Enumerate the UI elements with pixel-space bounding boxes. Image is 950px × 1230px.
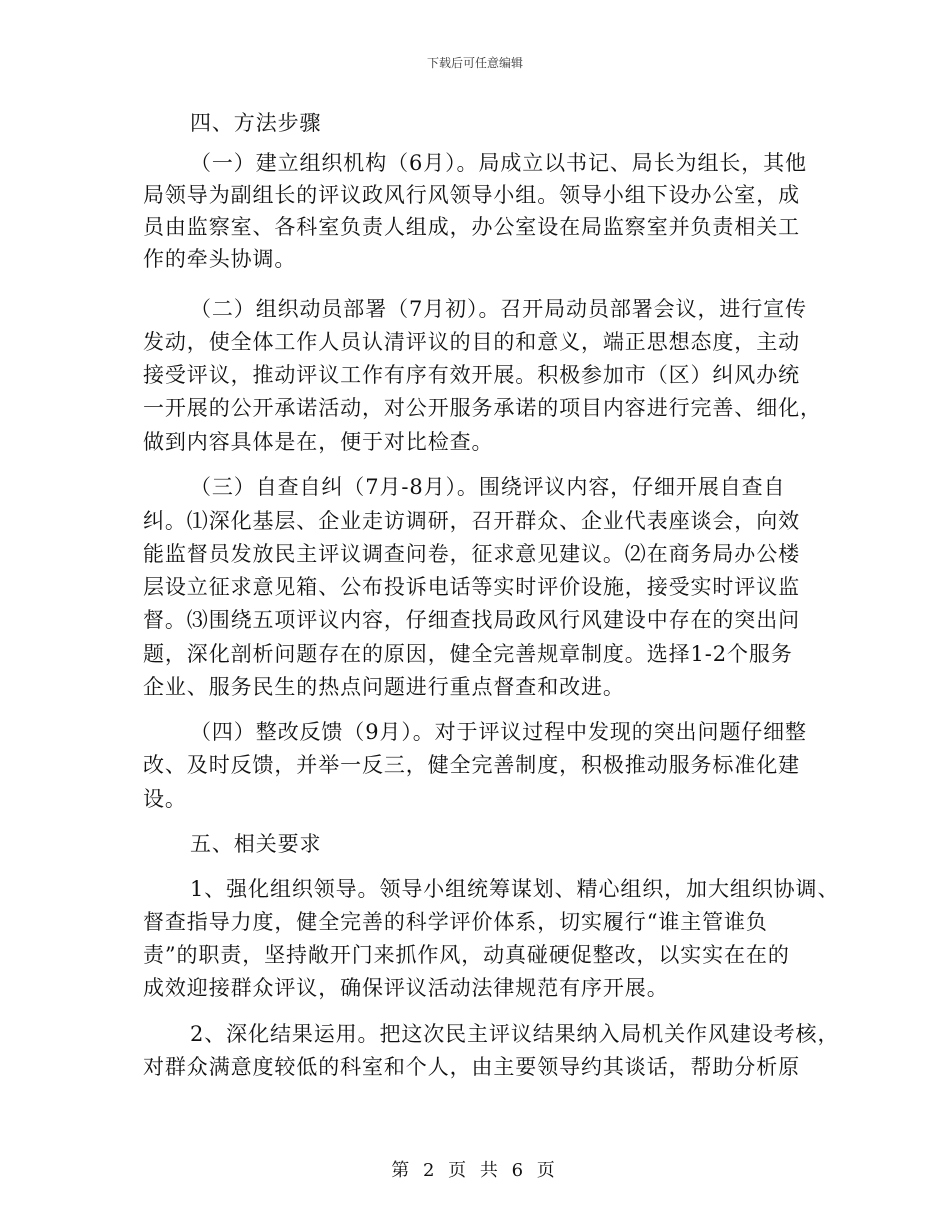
paragraph-line: 督查指导力度，健全完善的科学评价体系，切实履行“谁主管谁负 <box>143 910 768 934</box>
page-number: 第 2 页 共 6 页 <box>391 1160 559 1181</box>
paragraph-line: 接受评议，推动评议工作有序有效开展。积极参加市（区）纠风办统 <box>143 363 800 387</box>
paragraph-line: 一开展的公开承诺活动，对公开服务承诺的项目内容进行完善、细化， <box>143 396 822 420</box>
paragraph-line: 纠。⑴深化基层、企业走访调研，召开群众、企业代表座谈会，向效 <box>143 509 800 533</box>
paragraph-line: 做到内容具体是在，便于对比检查。 <box>143 430 494 454</box>
paragraph-line: 1、强化组织领导。领导小组统筹谋划、精心组织，加大组织协调、 <box>190 877 840 901</box>
header-note: 下载后可任意编辑 <box>426 56 523 70</box>
paragraph-line: 2、深化结果运用。把这次民主评议结果纳入局机关作风建设考核， <box>190 1022 840 1046</box>
paragraph-line: 局领导为副组长的评议政风行风领导小组。领导小组下设办公室，成 <box>143 183 800 207</box>
paragraph-line: 能监督员发放民主评议调查问卷，征求意见建议。⑵在商务局办公楼 <box>143 542 800 566</box>
paragraph-line: 责”的职责，坚持敞开门来抓作风，动真碰硬促整改，以实实在在的 <box>143 943 790 967</box>
paragraph-line: 设。 <box>143 787 187 811</box>
paragraph-line: 改、及时反馈，并举一反三，健全完善制度，积极推动服务标准化建 <box>143 753 800 777</box>
paragraph-line: （四）整改反馈（9月）。对于评议过程中发现的突出问题仔细整 <box>190 720 807 744</box>
paragraph-line: （一）建立组织机构（6月）。局成立以书记、局长为组长，其他 <box>190 151 807 175</box>
paragraph-line: 作的牵头协调。 <box>143 247 297 271</box>
paragraph-line: （三）自查自纠（7月-8月）。围绕评议内容，仔细开展自查自 <box>190 475 786 499</box>
paragraph-line: 层设立征求意见箱、公布投诉电话等实时评价设施，接受实时评议监 <box>143 575 800 599</box>
paragraph-line: 发动，使全体工作人员认清评议的目的和意义，端正思想态度，主动 <box>143 330 800 354</box>
section-heading: 四、方法步骤 <box>190 111 322 135</box>
paragraph-line: 企业、服务民生的热点问题进行重点督查和改进。 <box>143 675 625 699</box>
paragraph-line: 题，深化剖析问题存在的原因，健全完善规章制度。选择1-2个服务 <box>143 642 793 666</box>
section-heading: 五、相关要求 <box>190 832 322 856</box>
paragraph-line: 成效迎接群众评议，确保评议活动法律规范有序开展。 <box>143 976 669 1000</box>
paragraph-line: 员由监察室、各科室负责人组成，办公室设在局监察室并负责相关工 <box>143 215 800 239</box>
paragraph-line: （二）组织动员部署（7月初）。召开局动员部署会议，进行宣传 <box>190 297 807 321</box>
paragraph-line: 对群众满意度较低的科室和个人，由主要领导约其谈话，帮助分析原 <box>143 1055 800 1079</box>
paragraph-line: 督。⑶围绕五项评议内容，仔细查找局政风行风建设中存在的突出问 <box>143 608 800 632</box>
